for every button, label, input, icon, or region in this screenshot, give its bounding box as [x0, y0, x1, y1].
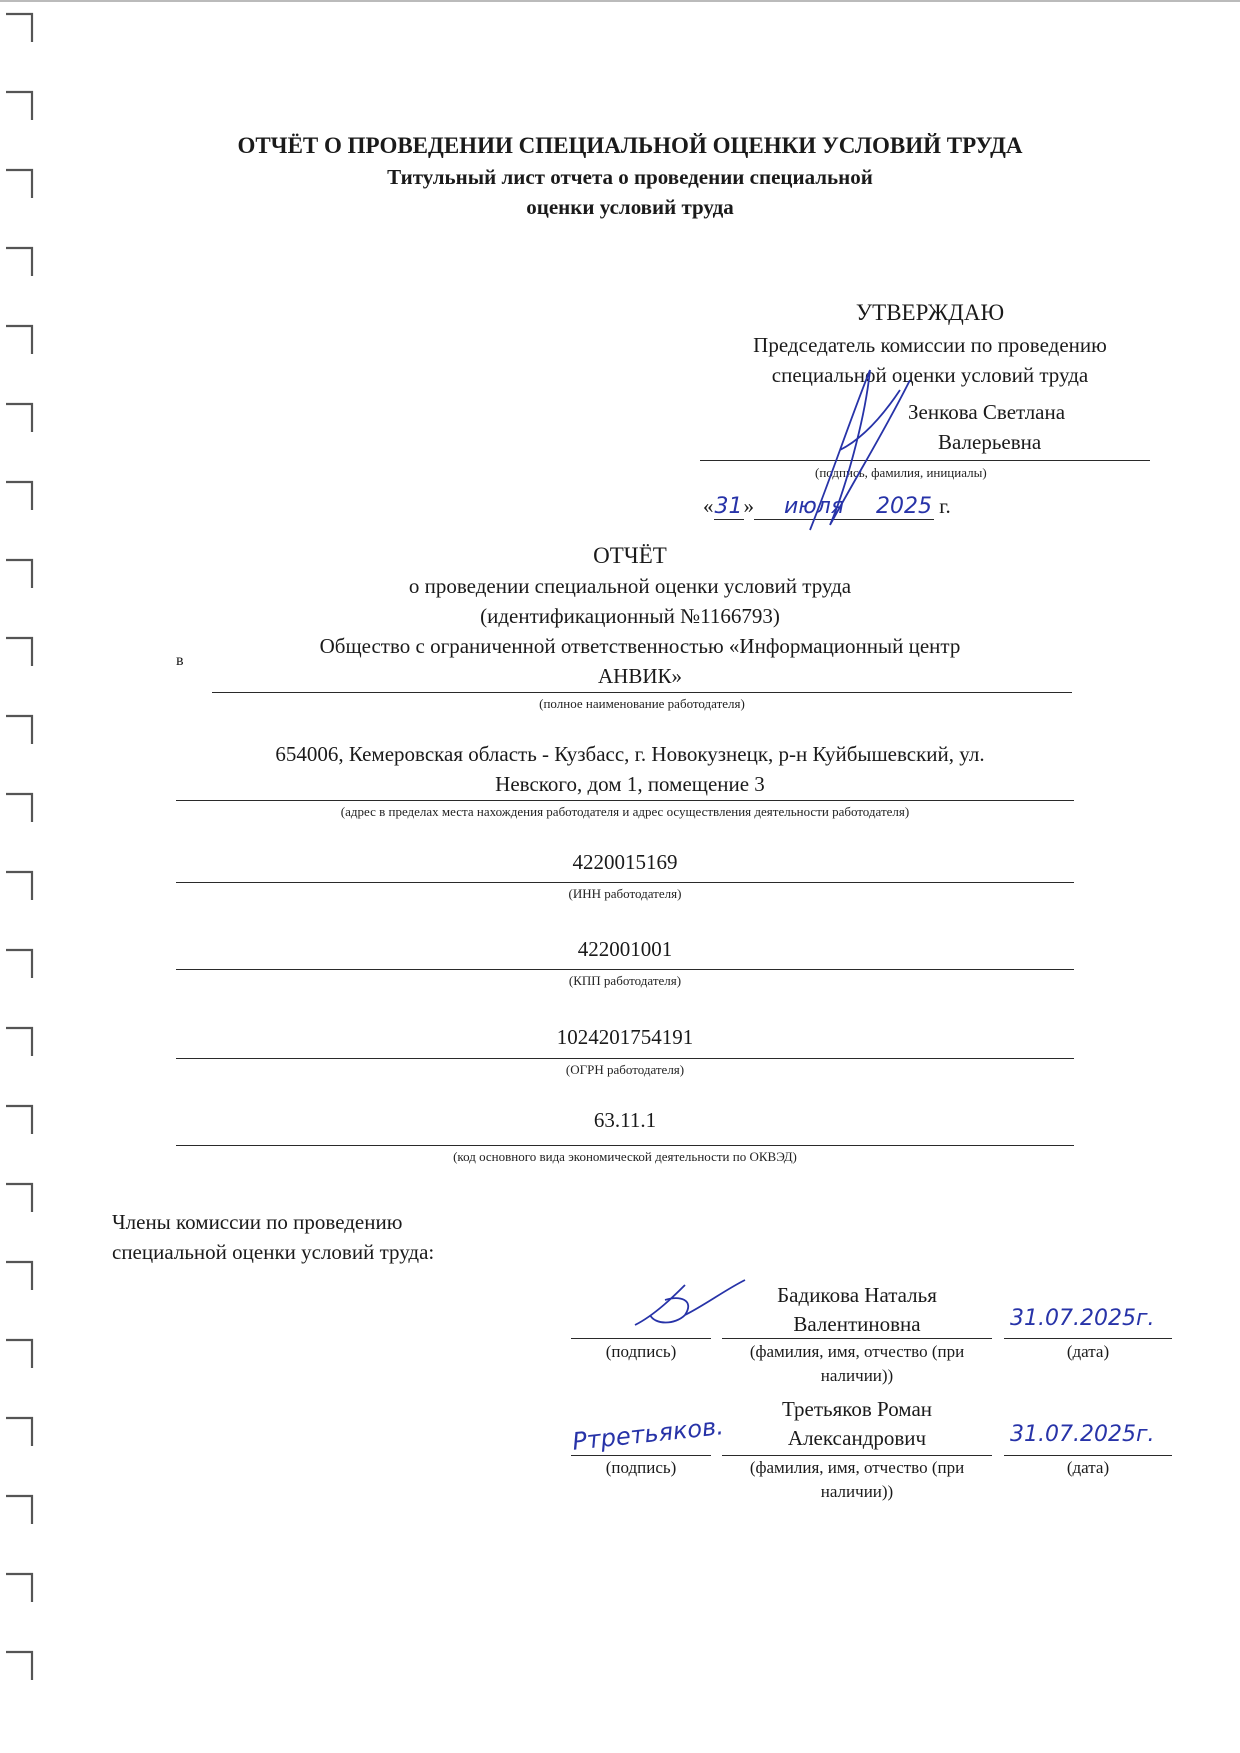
member1-date: 31.07.2025г.	[1010, 1306, 1155, 1331]
date-close-quote: »	[743, 494, 754, 518]
employer-name-line1: Общество с ограниченной ответственностью «Информационный центр	[319, 634, 961, 658]
member1-name-line2: Валентиновна	[793, 1312, 921, 1336]
kpp-line	[176, 969, 1074, 970]
report-id: (идентификационный №1166793)	[480, 604, 780, 628]
member2-name-line	[722, 1455, 992, 1456]
approval-position-line2: специальной оценки условий труда	[771, 363, 1089, 387]
employer-line	[212, 692, 1072, 693]
okved-value: 63.11.1	[593, 1108, 657, 1132]
document-title: ОТЧЁТ О ПРОВЕДЕНИИ СПЕЦИАЛЬНОЙ ОЦЕНКИ УСЛОВИЙ ТРУДА	[237, 133, 1023, 158]
member2-name-caption-line1: (фамилия, имя, отчество (при	[749, 1458, 965, 1477]
member2-sign-line	[571, 1455, 711, 1456]
member2-date-caption: (дата)	[1066, 1458, 1110, 1477]
member2-name-caption-line2: наличии))	[820, 1482, 894, 1501]
address-caption: (адрес в пределах места нахождения работодателя и адрес осуществления деятельности работодателя)	[340, 804, 910, 819]
ogrn-line	[176, 1058, 1074, 1059]
member2-date: 31.07.2025г.	[1010, 1422, 1155, 1447]
okved-caption: (код основного вида экономической деятельности по ОКВЭД)	[453, 1149, 797, 1164]
member2-name-line1: Третьяков Роман	[781, 1397, 933, 1421]
member2-date-line	[1004, 1455, 1172, 1456]
member2-sign-caption: (подпись)	[605, 1458, 677, 1477]
member1-sign-line	[571, 1338, 711, 1339]
member1-name-caption-line2: наличии))	[820, 1366, 894, 1385]
member1-name-caption-line1: (фамилия, имя, отчество (при	[749, 1342, 965, 1361]
member1-date-line	[1004, 1338, 1172, 1339]
scan-top-edge	[0, 0, 1240, 8]
address-line1: 654006, Кемеровская область - Кузбасс, г. Новокузнецк, р-н Куйбышевский, ул.	[275, 742, 985, 766]
employer-caption: (полное наименование работодателя)	[539, 696, 745, 711]
inn-caption: (ИНН работодателя)	[568, 886, 682, 901]
document-subtitle-line2: оценки условий труда	[526, 195, 734, 219]
report-line1: о проведении специальной оценки условий труда	[408, 574, 852, 598]
inn-value: 4220015169	[572, 850, 678, 874]
address-line2: Невского, дом 1, помещение 3	[495, 772, 765, 796]
member1-name-line1: Бадикова Наталья	[777, 1283, 937, 1307]
ogrn-value: 1024201754191	[556, 1025, 694, 1049]
date-month: июля	[754, 494, 874, 520]
commission-heading-line1: Члены комиссии по проведению	[112, 1210, 403, 1234]
date-suffix: г.	[939, 494, 951, 518]
member1-sign-caption: (подпись)	[605, 1342, 677, 1361]
date-open-quote: «	[703, 494, 714, 518]
approval-name-line1: Зенкова Светлана	[908, 400, 1066, 424]
date-year: 2025	[876, 494, 932, 519]
member2-signature: Ртретьяков.	[570, 1412, 726, 1456]
kpp-caption: (КПП работодателя)	[568, 973, 682, 988]
chairman-signature	[790, 360, 930, 540]
prefix-v: в	[176, 652, 184, 669]
member2-name-line2: Александрович	[787, 1426, 927, 1450]
approval-heading: УТВЕРЖДАЮ	[855, 300, 1005, 325]
approval-position-line1: Председатель комиссии по проведению	[753, 333, 1107, 357]
commission-heading-line2: специальной оценки условий труда:	[112, 1240, 435, 1264]
inn-line	[176, 882, 1074, 883]
kpp-value: 422001001	[577, 937, 673, 961]
date-day: 31	[714, 494, 743, 519]
member1-name-line	[722, 1338, 992, 1339]
member1-date-caption: (дата)	[1066, 1342, 1110, 1361]
address-line	[176, 800, 1074, 801]
employer-name-line2: АНВИК»	[597, 664, 682, 688]
approval-caption: (подпись, фамилия, инициалы)	[815, 465, 987, 480]
report-title: ОТЧЁТ	[593, 543, 667, 568]
okved-line	[176, 1145, 1074, 1146]
binding-holes	[0, 0, 48, 1753]
approval-name-line2: Валерьевна	[938, 430, 1042, 454]
ogrn-caption: (ОГРН работодателя)	[565, 1062, 685, 1077]
document-subtitle-line1: Титульный лист отчета о проведении специальной	[387, 165, 873, 189]
